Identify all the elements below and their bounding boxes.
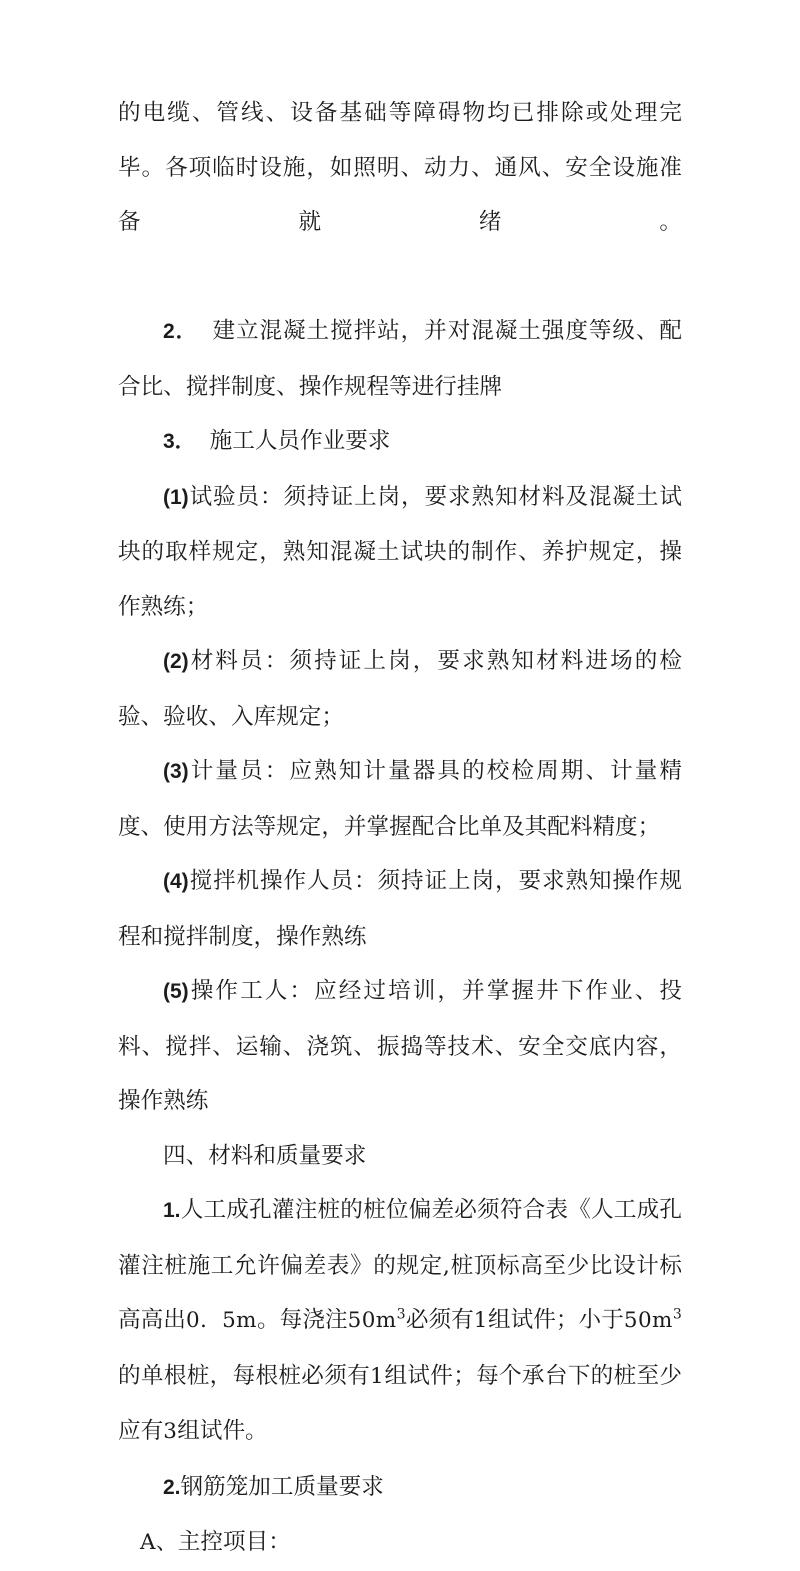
section-heading-four-text: 材料和质量要求 bbox=[208, 1142, 367, 1169]
paragraph-item-5-operating-worker bbox=[118, 964, 682, 1129]
paragraph-item-1-tester bbox=[118, 470, 682, 635]
pile-tolerance-text-2: 。每浇注 bbox=[256, 1307, 348, 1333]
section-heading-four bbox=[118, 1129, 682, 1184]
list-marker-1-paren: (1) bbox=[163, 485, 189, 509]
paragraph-item-1-text: 试验员：须持证上岗，要求熟知材料及混凝土试块的取样规定，熟知混凝土试块的制作、养护规定，操作熟练； bbox=[118, 483, 682, 620]
value-specimen-group-1: 1 bbox=[473, 1308, 488, 1333]
paragraph-item-2-mixing-station bbox=[118, 304, 682, 414]
list-marker-1-dot: 1. bbox=[163, 1199, 181, 1222]
value-pour-volume-2-exponent: 3 bbox=[672, 1306, 683, 1323]
list-marker-a: A、 bbox=[140, 1530, 178, 1555]
value-pour-volume-1-exponent: 3 bbox=[396, 1306, 406, 1323]
paragraph-item-4-mixer-operator bbox=[118, 854, 682, 964]
pile-tolerance-text-3: 必须有 bbox=[405, 1307, 474, 1333]
list-marker-3: 3． bbox=[163, 430, 196, 453]
list-marker-2-dot: 2. bbox=[163, 1475, 181, 1499]
list-marker-2: 2． bbox=[163, 320, 198, 343]
pile-tolerance-text-7: 组试件。 bbox=[177, 1418, 268, 1444]
paragraph-main-control-items bbox=[118, 1515, 682, 1571]
paragraph-item-4-paren-text: 搅拌机操作人员：须持证上岗，要求熟知操作规程和搅拌制度，操作熟练 bbox=[118, 868, 682, 950]
section-marker-four: 四、 bbox=[163, 1142, 209, 1169]
value-specimen-group-2: 1 bbox=[370, 1363, 385, 1389]
paragraph-continuation-intro: 的电缆、管线、设备基础等障碍物均已排除或处理完毕。各项临时设施，如照明、动力、通风、安全设施准备就绪。 bbox=[118, 100, 682, 235]
paragraph-rebar-cage-quality bbox=[118, 1460, 682, 1516]
pile-tolerance-text-1: 人工成孔灌注桩的桩位偏差必须符合表《人工成孔灌注桩施工允许偏差表》的规定,桩顶标高至少比设计标高高出 bbox=[118, 1197, 682, 1333]
paragraph-main-control-items-text: 主控项目： bbox=[177, 1529, 291, 1555]
paragraph-pile-tolerance bbox=[118, 1183, 682, 1460]
paragraph-item-3-paren-text: 计量员：应熟知计量器具的校检周期、计量精度、使用方法等规定，并掌握配合比单及其配料精度； bbox=[118, 758, 682, 840]
value-pour-volume-2: 50m bbox=[623, 1308, 673, 1333]
paragraph-item-2-paren-text: 材料员：须持证上岗，要求熟知材料进场的检验、验收、入库规定； bbox=[118, 648, 682, 730]
list-marker-2-paren: (2) bbox=[163, 650, 189, 673]
value-pour-volume-1: 50m bbox=[347, 1308, 397, 1333]
list-marker-4-paren: (4) bbox=[163, 870, 189, 893]
paragraph-item-3-metering-clerk bbox=[118, 744, 682, 854]
value-specimen-group-3: 3 bbox=[163, 1419, 178, 1444]
pile-tolerance-text-4: 组试件；小于 bbox=[487, 1307, 624, 1333]
pile-tolerance-text-6: 组试件；每个承台下的桩至少应有 bbox=[118, 1362, 683, 1444]
list-marker-3-paren: (3) bbox=[163, 760, 189, 783]
paragraph-item-5-paren-text: 操作工人：应经过培训，并掌握井下作业、投料、搅拌、运输、浇筑、振捣等技术、安全交底内容，操作熟练 bbox=[118, 978, 682, 1114]
paragraph-item-2-text: 建立混凝土搅拌站，并对混凝土强度等级、配合比、搅拌制度、操作规程等进行挂牌 bbox=[118, 318, 683, 400]
paragraph-item-2-material-clerk bbox=[118, 634, 682, 744]
paragraph-item-3-personnel-requirements bbox=[118, 414, 682, 470]
value-elevation-offset: 0．5m bbox=[185, 1308, 257, 1333]
document-body bbox=[118, 86, 682, 1571]
pile-tolerance-text-5: 的单根桩，每根桩必须有 bbox=[118, 1362, 371, 1389]
paragraph-item-3-text: 施工人员作业要求 bbox=[209, 428, 391, 454]
paragraph-rebar-cage-text: 钢筋笼加工质量要求 bbox=[180, 1473, 384, 1500]
list-marker-5-paren: (5) bbox=[163, 980, 189, 1003]
